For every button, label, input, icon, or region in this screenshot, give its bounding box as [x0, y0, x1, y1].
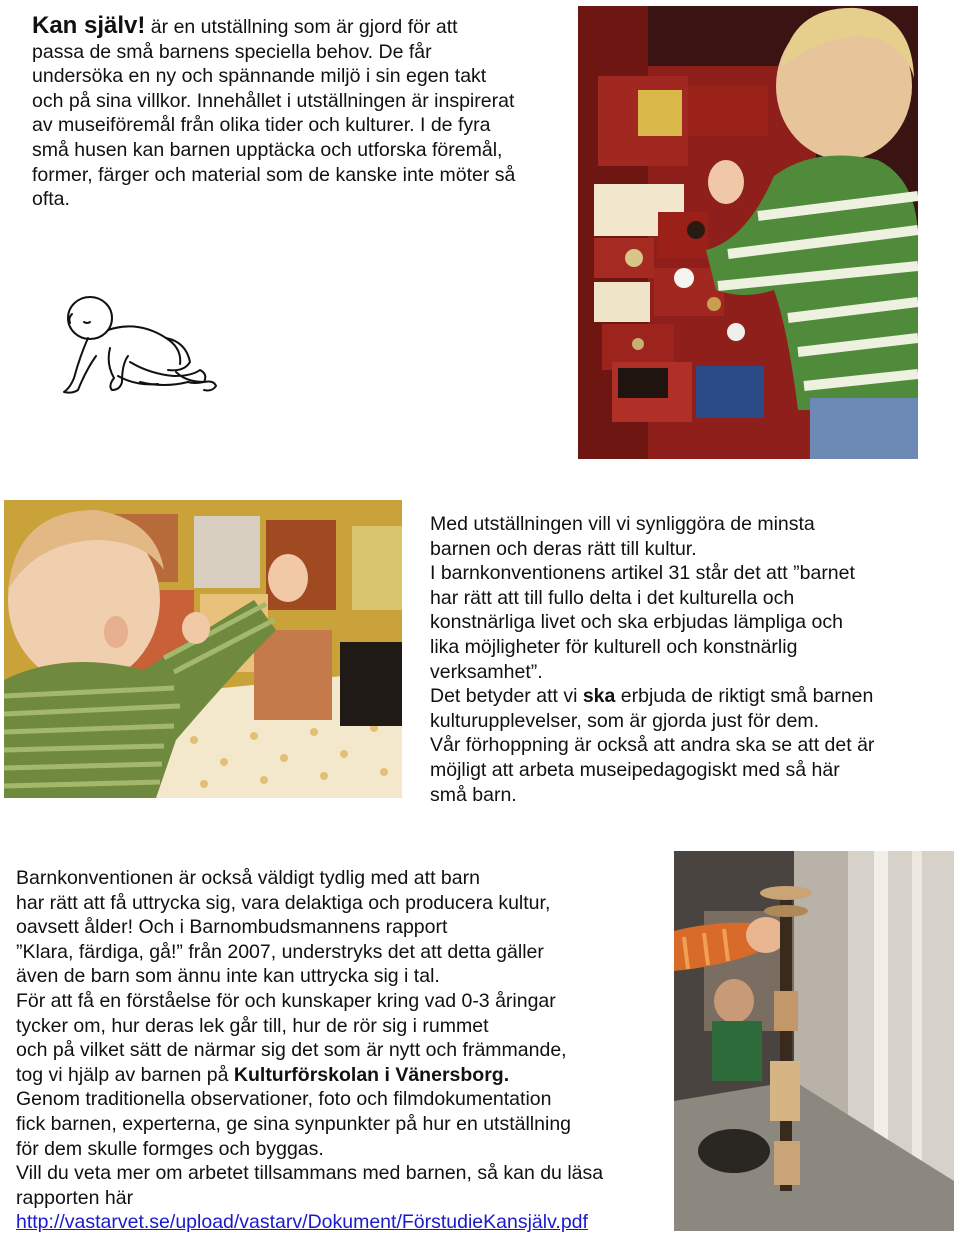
middle-line: små barn.	[430, 783, 517, 806]
intro-line: av museiföremål från olika tider och kulturer. I de fyra	[32, 114, 491, 137]
middle-line: I barnkonventionens artikel 31 står det att ”barnet	[430, 562, 855, 585]
intro-first-line: Kan själv! är en utställning som är gjord för att	[32, 12, 458, 39]
intro-line: undersöka en ny och spännande miljö i sin egen takt	[32, 65, 487, 88]
middle-line: kulturupplevelser, som är gjorda just för dem.	[430, 709, 820, 732]
ska-emphasis: ska	[582, 685, 616, 708]
middle-text	[430, 512, 950, 807]
photo-child-with-spindle	[674, 851, 954, 1231]
middle-line: möjligt att arbeta museipedagogiskt med så här	[430, 758, 840, 781]
middle-line: Med utställningen vill vi synliggöra de minsta	[430, 513, 815, 535]
exhibition-title: Kan själv!	[32, 12, 146, 39]
bottom-line: tycker om, hur deras lek går till, hur de rör sig i rummet	[16, 1014, 489, 1037]
intro-line: små husen kan barnen upptäcka och utforska föremål,	[32, 138, 503, 161]
bottom-line: rapporten här	[16, 1186, 134, 1209]
bottom-line: för dem skulle formges och byggas.	[16, 1137, 324, 1160]
intro-line: passa de små barnens speciella behov. De får	[32, 40, 432, 63]
bottom-line: fick barnen, experterna, ge sina synpunkter på hur en utställning	[16, 1112, 572, 1135]
bottom-line: även de barn som ännu inte kan uttrycka sig i tal.	[16, 965, 440, 988]
bottom-text	[16, 866, 666, 1235]
bottom-line: och på vilket sätt de närmar sig det som är nytt och främmande,	[16, 1039, 567, 1062]
middle-line: verksamhet”.	[430, 660, 543, 683]
middle-line: barnen och deras rätt till kultur.	[430, 537, 697, 560]
bottom-help-line: tog vi hjälp av barnen på Kulturförskolan i Vänersborg.	[16, 1063, 510, 1086]
bottom-line: Vill du veta mer om arbetet tillsammans med barnen, så kan du läsa	[16, 1162, 604, 1185]
middle-line: har rätt att till fullo delta i det kulturella och	[430, 586, 795, 609]
bottom-line: Genom traditionella observationer, foto och filmdokumentation	[16, 1088, 552, 1111]
report-link[interactable]: http://vastarvet.se/upload/vastarv/Dokument/FörstudieKansjälv.pdf	[16, 1211, 588, 1234]
preschool-name: Kulturförskolan i Vänersborg.	[233, 1063, 510, 1086]
photo-child-at-cabinet	[578, 6, 918, 459]
middle-line: Vår förhoppning är också att andra ska se att det är	[430, 734, 875, 757]
photo-child-at-tile-wall	[4, 500, 402, 798]
bottom-line: oavsett ålder! Och i Barnombudsmannens rapport	[16, 916, 448, 939]
intro-line: ofta.	[32, 188, 70, 211]
bottom-line: Barnkonventionen är också väldigt tydlig med att barn	[16, 867, 480, 889]
bottom-line: För att få en förståelse för och kunskaper kring vad 0-3 åringar	[16, 989, 556, 1012]
middle-line: konstnärliga livet och ska erbjudas lämpliga och	[430, 611, 843, 634]
crawling-baby-icon	[58, 292, 226, 410]
middle-line: lika möjligheter för kulturell och konstnärlig	[430, 635, 798, 658]
intro-line: former, färger och material som de kanske inte möter så	[32, 163, 516, 186]
bottom-line: har rätt att få uttrycka sig, vara delaktiga och producera kultur,	[16, 891, 551, 914]
intro-line: och på sina villkor. Innehållet i utställningen är inspirerat	[32, 89, 515, 112]
bottom-line: ”Klara, färdiga, gå!” från 2007, understryks det att detta gäller	[16, 940, 544, 963]
middle-ska-line: Det betyder att vi ska erbjuda de riktigt små barnen	[430, 685, 874, 708]
intro-text	[32, 14, 572, 212]
